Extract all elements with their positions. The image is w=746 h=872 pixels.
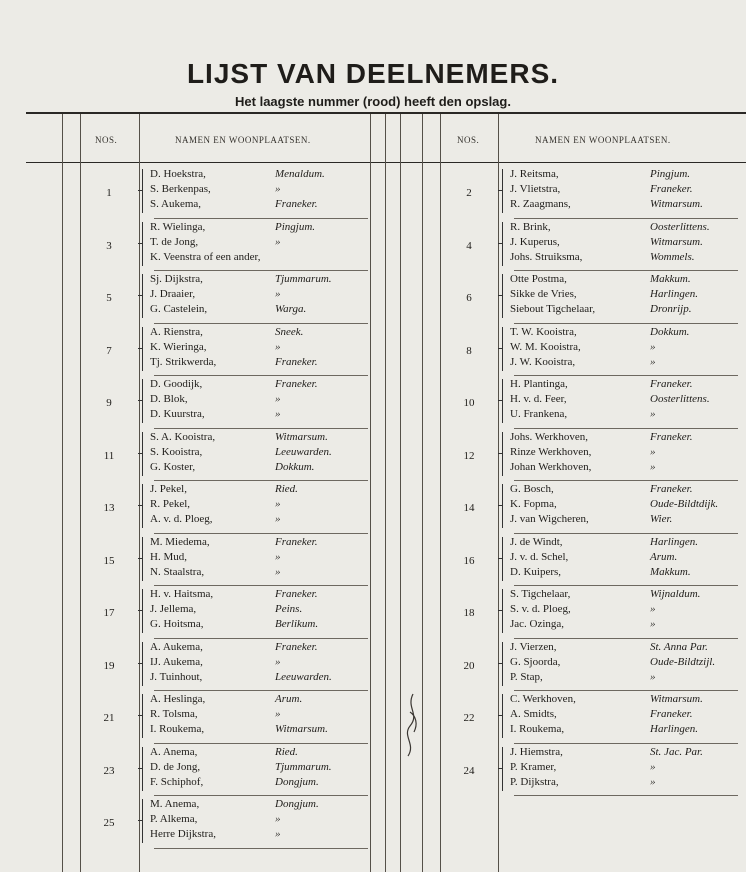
participant-name: G. Sjoorda, [510, 655, 561, 668]
brace [142, 222, 147, 266]
entry-separator [154, 428, 368, 429]
participant-name: Siebout Tigchelaar, [510, 303, 596, 315]
participant-place: Wommels. [650, 250, 695, 263]
participant-place: Oosterlittens. [650, 220, 710, 233]
participant-place: Witmarsum. [275, 430, 328, 443]
participant-place: Tjummarum. [275, 273, 332, 285]
participant-place: » [275, 708, 281, 720]
participant-name: D. Kuurstra, [150, 408, 205, 420]
header-names-left: NAMEN EN WOONPLAATSEN. [175, 135, 311, 145]
entry-number: 12 [463, 449, 475, 462]
participant-name: J. Reitsma, [510, 168, 559, 180]
entry-separator [154, 375, 368, 376]
column-line [62, 114, 63, 872]
participant-name: J. Vlietstra, [510, 183, 561, 195]
brace [142, 484, 147, 528]
entry-14 [454, 482, 740, 534]
participant-place: Franeker. [650, 430, 693, 443]
brace [502, 747, 507, 791]
participant-place: » [275, 565, 281, 578]
brace [142, 379, 147, 423]
brace [142, 642, 147, 686]
column-line [80, 114, 81, 872]
entry-number: 20 [463, 659, 475, 672]
participant-place: » [275, 408, 281, 420]
entry-19 [94, 640, 370, 692]
entry-16 [454, 535, 740, 587]
entry-separator [154, 323, 368, 324]
brace [502, 694, 507, 738]
handwritten-mark [398, 690, 428, 760]
participant-place: Wijnaldum. [650, 588, 701, 600]
participant-place: Oude-Bildtzijl. [650, 655, 716, 668]
entry-11 [94, 430, 370, 482]
participant-name: D. Hoekstra, [150, 168, 206, 180]
brace [502, 222, 507, 266]
entry-7 [94, 325, 370, 377]
participant-place: Dokkum. [275, 460, 315, 473]
participant-name: J. Kuperus, [510, 235, 560, 248]
entry-6 [454, 272, 740, 324]
participant-place: » [275, 340, 281, 353]
participant-place: Franeker. [650, 183, 693, 195]
brace [502, 274, 507, 318]
participant-name: T. de Jong, [150, 235, 199, 248]
participant-name: D. Kuipers, [510, 565, 562, 578]
participant-place: St. Anna Par. [650, 640, 708, 653]
participant-place: Oude-Bildtdijk. [650, 498, 719, 510]
participant-name: P. Dijkstra, [510, 775, 559, 788]
participant-place: Dongjum. [275, 775, 319, 788]
entry-separator [154, 638, 368, 639]
participant-name: Johan Werkhoven, [510, 460, 592, 473]
participant-place: Franeker. [275, 535, 318, 548]
entry-21 [94, 692, 370, 744]
column-line [385, 114, 386, 872]
brace [142, 274, 147, 318]
participant-name: S. Tigchelaar, [510, 588, 571, 600]
participant-place: » [650, 760, 656, 773]
participant-name: M. Miedema, [150, 535, 210, 548]
entry-number: 9 [106, 397, 112, 409]
participant-place: Pingjum. [650, 168, 691, 180]
entry-separator [154, 533, 368, 534]
entry-number: 13 [103, 502, 115, 514]
brace [142, 327, 147, 371]
participant-name: D. de Jong, [150, 760, 201, 773]
participant-name: A. Rienstra, [150, 325, 203, 338]
entry-number: 11 [103, 449, 115, 462]
participant-name: T. W. Kooistra, [510, 325, 577, 338]
participant-name: W. M. Kooistra, [510, 340, 581, 353]
participant-name: P. Kramer, [510, 760, 557, 773]
entry-separator [514, 270, 738, 271]
entry-separator [514, 795, 738, 796]
participant-place: Sneek. [275, 325, 304, 338]
participant-name: J. W. Kooistra, [510, 355, 576, 368]
participant-name: R. Tolsma, [150, 708, 198, 720]
participant-name: K. Veenstra of een ander, [150, 250, 261, 263]
participant-place: St. Jac. Par. [650, 745, 703, 758]
participant-place: » [650, 618, 656, 630]
entry-24 [454, 745, 740, 797]
brace [142, 694, 147, 738]
participant-place: Peins. [275, 603, 303, 615]
participant-name: A. Heslinga, [150, 693, 206, 705]
participant-name: M. Anema, [150, 798, 200, 810]
entry-20 [454, 640, 740, 692]
entry-1 [94, 167, 370, 219]
participant-name: S. A. Kooistra, [150, 430, 216, 443]
entry-number: 22 [463, 712, 475, 724]
participant-name: S. Aukema, [150, 198, 202, 210]
participant-place: Tjummarum. [275, 760, 332, 773]
brace [502, 327, 507, 371]
participant-name: H. v. d. Feer, [510, 393, 567, 405]
participant-name: J. van Wigcheren, [510, 513, 589, 525]
participant-name: I. Roukema, [150, 723, 205, 735]
participant-place: » [275, 183, 281, 195]
participant-place: Dongjum. [275, 798, 319, 810]
brace [502, 432, 507, 476]
participant-place: Franeker. [275, 588, 318, 600]
participant-place: » [650, 355, 656, 368]
entry-number: 23 [103, 764, 115, 777]
participant-place: Makkum. [650, 273, 691, 285]
header-rule [26, 162, 746, 163]
participant-name: Herre Dijkstra, [150, 828, 216, 840]
participant-name: Johs. Struiksma, [510, 250, 583, 263]
entry-number: 6 [466, 292, 472, 304]
entry-number: 21 [103, 712, 115, 724]
participant-name: A. Smidts, [510, 708, 557, 720]
participant-name: S. v. d. Ploeg, [510, 603, 571, 615]
brace [142, 537, 147, 581]
column-line [370, 114, 371, 872]
participant-name: G. Castelein, [150, 303, 208, 315]
header-names-right: NAMEN EN WOONPLAATSEN. [535, 135, 671, 145]
participant-place: » [650, 460, 656, 473]
participant-place: Harlingen. [650, 288, 698, 300]
page-subtitle: Het laagste nummer (rood) heeft den opslag. [235, 94, 511, 109]
participant-place: » [275, 655, 281, 668]
participant-place: » [275, 828, 281, 840]
entry-separator [154, 690, 368, 691]
participant-place: Makkum. [650, 565, 691, 578]
participant-place: » [275, 550, 281, 563]
entry-15 [94, 535, 370, 587]
participant-place: Franeker. [275, 198, 318, 210]
entry-separator [154, 585, 368, 586]
participant-name: Tj. Strikwerda, [150, 355, 217, 368]
participant-name: D. Blok, [150, 393, 188, 405]
participant-place: Witmarsum. [650, 198, 703, 210]
participant-place: Franeker. [650, 483, 693, 495]
participant-place: Leeuwarden. [275, 445, 332, 458]
entry-separator [514, 323, 738, 324]
entry-separator [514, 375, 738, 376]
entry-10 [454, 377, 740, 429]
participant-place: Arum. [650, 550, 678, 563]
participant-name: S. Berkenpas, [150, 183, 211, 195]
participant-name: A. v. d. Ploeg, [150, 513, 213, 525]
participant-place: Dronrijp. [650, 303, 692, 315]
participant-name: J. Jellema, [150, 603, 197, 615]
page-title: LIJST VAN DEELNEMERS. [186, 58, 560, 89]
participant-name: Otte Postma, [510, 273, 567, 285]
entry-separator [154, 743, 368, 744]
participant-name: H. v. Haitsma, [150, 588, 214, 600]
top-rule [26, 112, 746, 114]
entry-2 [454, 167, 740, 219]
participant-place: Ried. [275, 745, 298, 758]
participant-place: » [275, 288, 281, 300]
participant-name: Johs. Werkhoven, [510, 430, 589, 443]
participant-name: Rinze Werkhoven, [510, 445, 592, 458]
entry-9 [94, 377, 370, 429]
participant-place: » [650, 670, 656, 683]
participant-place: Wier. [650, 513, 673, 525]
participant-place: Dokkum. [650, 325, 690, 338]
entry-separator [514, 743, 738, 744]
participant-name: J. v. d. Schel, [510, 550, 569, 563]
entry-8 [454, 325, 740, 377]
brace [502, 642, 507, 686]
participant-name: R. Brink, [510, 220, 551, 233]
participant-place: Leeuwarden. [275, 670, 332, 683]
participant-name: U. Frankena, [510, 408, 568, 420]
entry-12 [454, 430, 740, 482]
participant-place: Witmarsum. [650, 693, 703, 705]
entry-23 [94, 745, 370, 797]
participant-name: G. Bosch, [510, 483, 554, 495]
participant-name: G. Koster, [150, 460, 196, 473]
entry-number: 8 [466, 344, 472, 357]
participant-place: Ried. [275, 483, 298, 495]
entry-separator [514, 218, 738, 219]
participant-place: Franeker. [275, 640, 318, 653]
participant-name: H. Mud, [150, 550, 187, 563]
brace [142, 169, 147, 213]
entry-number: 17 [103, 607, 115, 619]
participant-place: Franeker. [275, 355, 318, 368]
participant-place: Witmarsum. [650, 235, 703, 248]
participant-place: » [650, 775, 656, 788]
participant-place: » [275, 498, 281, 510]
participant-name: J. Vierzen, [510, 640, 557, 653]
participant-place: Berlikum. [275, 618, 319, 630]
entry-separator [514, 690, 738, 691]
participant-name: S. Kooistra, [150, 445, 203, 458]
entry-number: 24 [463, 764, 475, 777]
participant-place: » [275, 393, 281, 405]
participant-place: » [650, 445, 656, 458]
participant-place: Witmarsum. [275, 723, 328, 735]
participant-name: I. Roukema, [510, 723, 565, 735]
brace [502, 169, 507, 213]
entry-number: 3 [106, 239, 112, 252]
participant-name: J. de Windt, [510, 535, 563, 548]
header-nos-left: NOS. [95, 135, 118, 145]
entry-separator [514, 585, 738, 586]
participant-name: R. Zaagmans, [510, 198, 571, 210]
entry-separator [154, 795, 368, 796]
entry-number: 1 [106, 187, 112, 199]
participant-name: K. Fopma, [510, 498, 557, 510]
entry-separator [514, 638, 738, 639]
entry-number: 4 [466, 239, 472, 252]
header-nos-right: NOS. [457, 135, 480, 145]
entry-separator [514, 480, 738, 481]
participant-place: » [275, 235, 281, 248]
participant-name: A. Anema, [150, 745, 198, 758]
participant-name: H. Plantinga, [510, 378, 568, 390]
entry-separator [154, 270, 368, 271]
participant-place: Pingjum. [275, 220, 316, 233]
participant-name: J. Draaier, [150, 288, 196, 300]
entry-separator [154, 848, 368, 849]
participant-place: Franeker. [650, 378, 693, 390]
participant-place: » [650, 340, 656, 353]
participant-name: D. Goodijk, [150, 378, 203, 390]
participant-name: J. Pekel, [150, 483, 187, 495]
participant-name: P. Alkema, [150, 813, 198, 825]
participant-place: Menaldum. [275, 168, 325, 180]
brace [502, 589, 507, 633]
participant-place: Franeker. [275, 378, 318, 390]
participant-name: F. Schiphof, [150, 775, 204, 788]
brace [142, 799, 147, 843]
entry-number: 14 [463, 502, 475, 514]
entry-17 [94, 587, 370, 639]
entry-4 [454, 220, 740, 272]
entry-number: 16 [463, 554, 475, 567]
entry-number: 7 [106, 344, 112, 357]
entry-number: 15 [103, 554, 115, 567]
brace [142, 589, 147, 633]
participant-place: » [275, 513, 281, 525]
entry-number: 19 [103, 659, 115, 672]
participant-place: Franeker. [650, 708, 693, 720]
entry-number: 5 [106, 292, 112, 304]
entry-number: 25 [103, 817, 115, 829]
participant-name: R. Pekel, [150, 498, 191, 510]
column-line [440, 114, 441, 872]
entry-18 [454, 587, 740, 639]
participant-name: Sikke de Vries, [510, 288, 577, 300]
participant-name: Sj. Dijkstra, [150, 273, 203, 285]
entry-5 [94, 272, 370, 324]
participant-name: G. Hoitsma, [150, 618, 204, 630]
participant-name: IJ. Aukema, [150, 655, 203, 668]
entry-separator [514, 428, 738, 429]
entry-separator [154, 480, 368, 481]
participant-place: Warga. [275, 303, 307, 315]
entry-number: 2 [466, 187, 472, 199]
entry-separator [514, 533, 738, 534]
participant-place: Oosterlittens. [650, 393, 710, 405]
entry-number: 18 [463, 607, 475, 619]
participant-place: » [275, 813, 281, 825]
participant-place: » [650, 603, 656, 615]
participant-place: » [650, 408, 656, 420]
participant-name: Jac. Ozinga, [510, 618, 565, 630]
entry-13 [94, 482, 370, 534]
entry-number: 10 [463, 397, 475, 409]
brace [502, 537, 507, 581]
brace [502, 379, 507, 423]
brace [502, 484, 507, 528]
participant-name: C. Werkhoven, [510, 693, 576, 705]
participant-name: J. Hiemstra, [510, 745, 563, 758]
participant-name: J. Tuinhout, [150, 670, 203, 683]
entry-22 [454, 692, 740, 744]
brace [142, 432, 147, 476]
entry-3 [94, 220, 370, 272]
participant-name: P. Stap, [510, 670, 543, 683]
participant-name: N. Staalstra, [150, 565, 205, 578]
entry-separator [154, 218, 368, 219]
participant-place: Arum. [275, 693, 303, 705]
participant-name: A. Aukema, [150, 640, 203, 653]
participant-name: R. Wielinga, [150, 220, 206, 233]
participant-name: K. Wieringa, [150, 340, 207, 353]
participant-place: Harlingen. [650, 723, 698, 735]
entry-25 [94, 797, 370, 849]
brace [142, 747, 147, 791]
participant-place: Harlingen. [650, 535, 698, 548]
